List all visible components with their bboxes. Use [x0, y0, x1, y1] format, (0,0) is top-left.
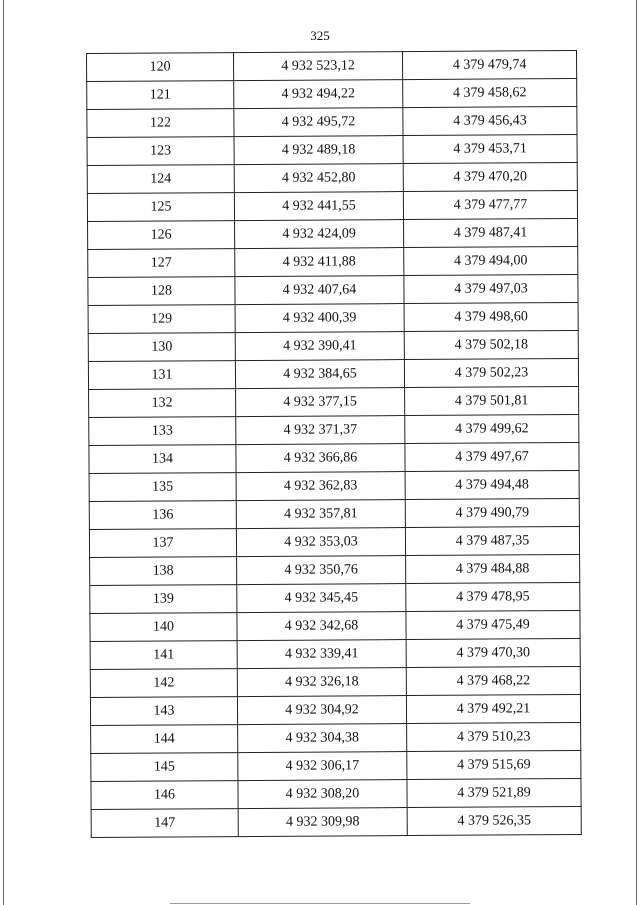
- point-number-cell: 146: [91, 781, 238, 810]
- x-coordinate-cell: 4 932 494,22: [234, 80, 403, 109]
- point-number-cell: 125: [87, 193, 234, 222]
- x-coordinate-cell: 4 932 523,12: [234, 52, 403, 81]
- x-coordinate-cell: 4 932 384,65: [235, 360, 404, 389]
- x-coordinate-cell: 4 932 350,76: [237, 556, 406, 585]
- table-row: [90, 610, 580, 641]
- page-border-right: [636, 0, 637, 905]
- point-number-cell: 144: [91, 725, 238, 754]
- table-row: [87, 107, 577, 138]
- table-row: [88, 247, 578, 278]
- coordinates-table-body: [87, 51, 582, 838]
- y-coordinate-cell: 4 379 484,88: [406, 554, 580, 583]
- point-number-cell: 121: [87, 81, 234, 110]
- point-number-cell: 130: [88, 333, 235, 362]
- table-row: [91, 778, 581, 809]
- y-coordinate-cell: 4 379 458,62: [403, 79, 577, 108]
- x-coordinate-cell: 4 932 342,68: [237, 612, 406, 641]
- y-coordinate-cell: 4 379 492,21: [406, 694, 580, 723]
- page-border-left: [3, 0, 4, 905]
- table-row: [87, 79, 577, 110]
- point-number-cell: 147: [91, 809, 238, 838]
- table-row: [89, 414, 579, 445]
- x-coordinate-cell: 4 932 304,92: [237, 696, 406, 725]
- point-number-cell: 135: [89, 473, 236, 502]
- table-row: [88, 330, 578, 361]
- y-coordinate-cell: 4 379 470,20: [403, 163, 577, 192]
- point-number-cell: 140: [90, 613, 237, 642]
- table-row: [88, 302, 578, 333]
- point-number-cell: 139: [90, 585, 237, 614]
- y-coordinate-cell: 4 379 497,03: [404, 274, 578, 303]
- x-coordinate-cell: 4 932 452,80: [234, 164, 403, 193]
- y-coordinate-cell: 4 379 487,35: [405, 526, 579, 555]
- point-number-cell: 129: [88, 305, 235, 334]
- point-number-cell: 132: [89, 389, 236, 418]
- y-coordinate-cell: 4 379 487,41: [404, 219, 578, 248]
- table-row: [87, 191, 577, 222]
- point-number-cell: 133: [89, 417, 236, 446]
- table-row: [90, 554, 580, 585]
- point-number-cell: 138: [90, 557, 237, 586]
- y-coordinate-cell: 4 379 453,71: [403, 135, 577, 164]
- table-row: [89, 526, 579, 557]
- y-coordinate-cell: 4 379 497,67: [405, 442, 579, 471]
- point-number-cell: 141: [90, 641, 237, 670]
- y-coordinate-cell: 4 379 502,23: [404, 358, 578, 387]
- x-coordinate-cell: 4 932 366,86: [236, 444, 405, 473]
- table-row: [89, 442, 579, 473]
- page-number: 325: [310, 28, 330, 43]
- table-row: [87, 51, 577, 82]
- point-number-cell: 137: [89, 529, 236, 558]
- y-coordinate-cell: 4 379 498,60: [404, 302, 578, 331]
- y-coordinate-cell: 4 379 521,89: [407, 778, 581, 807]
- x-coordinate-cell: 4 932 339,41: [237, 640, 406, 669]
- x-coordinate-cell: 4 932 407,64: [235, 276, 404, 305]
- point-number-cell: 126: [88, 221, 235, 250]
- y-coordinate-cell: 4 379 490,79: [405, 498, 579, 527]
- table-row: [90, 666, 580, 697]
- x-coordinate-cell: 4 932 489,18: [234, 136, 403, 165]
- y-coordinate-cell: 4 379 501,81: [405, 386, 579, 415]
- table-row: [90, 694, 580, 725]
- table-row: [91, 806, 581, 837]
- point-number-cell: 123: [87, 137, 234, 166]
- point-number-cell: 131: [88, 361, 235, 390]
- table-row: [90, 638, 580, 669]
- table-row: [87, 135, 577, 166]
- table-row: [88, 274, 578, 305]
- x-coordinate-cell: 4 932 390,41: [235, 332, 404, 361]
- y-coordinate-cell: 4 379 502,18: [404, 330, 578, 359]
- point-number-cell: 120: [87, 53, 234, 82]
- table-row: [87, 163, 577, 194]
- x-coordinate-cell: 4 932 345,45: [237, 584, 406, 613]
- x-coordinate-cell: 4 932 309,98: [238, 808, 407, 837]
- table-row: [91, 722, 581, 753]
- x-coordinate-cell: 4 932 326,18: [237, 668, 406, 697]
- x-coordinate-cell: 4 932 495,72: [234, 108, 403, 137]
- point-number-cell: 134: [89, 445, 236, 474]
- y-coordinate-cell: 4 379 510,23: [407, 722, 581, 751]
- y-coordinate-cell: 4 379 479,74: [402, 51, 576, 80]
- y-coordinate-cell: 4 379 468,22: [406, 666, 580, 695]
- table-row: [89, 498, 579, 529]
- y-coordinate-cell: 4 379 478,95: [406, 582, 580, 611]
- table-row: [89, 386, 579, 417]
- point-number-cell: 122: [87, 109, 234, 138]
- x-coordinate-cell: 4 932 424,09: [235, 220, 404, 249]
- point-number-cell: 128: [88, 277, 235, 306]
- point-number-cell: 136: [89, 501, 236, 530]
- x-coordinate-cell: 4 932 353,03: [236, 528, 405, 557]
- x-coordinate-cell: 4 932 362,83: [236, 472, 405, 501]
- x-coordinate-cell: 4 932 304,38: [238, 724, 407, 753]
- table-row: [88, 358, 578, 389]
- page-border-bottom: [170, 903, 470, 904]
- y-coordinate-cell: 4 379 494,00: [404, 247, 578, 276]
- y-coordinate-cell: 4 379 477,77: [403, 191, 577, 220]
- y-coordinate-cell: 4 379 470,30: [406, 638, 580, 667]
- y-coordinate-cell: 4 379 475,49: [406, 610, 580, 639]
- point-number-cell: 143: [90, 697, 237, 726]
- point-number-cell: 142: [90, 669, 237, 698]
- point-number-cell: 145: [91, 753, 238, 782]
- table-row: [89, 470, 579, 501]
- point-number-cell: 127: [88, 249, 235, 278]
- y-coordinate-cell: 4 379 456,43: [403, 107, 577, 136]
- x-coordinate-cell: 4 932 400,39: [235, 304, 404, 333]
- coordinates-table: [86, 50, 582, 838]
- y-coordinate-cell: 4 379 494,48: [405, 470, 579, 499]
- table-row: [88, 219, 578, 250]
- x-coordinate-cell: 4 932 306,17: [238, 752, 407, 781]
- x-coordinate-cell: 4 932 308,20: [238, 780, 407, 809]
- y-coordinate-cell: 4 379 515,69: [407, 750, 581, 779]
- x-coordinate-cell: 4 932 377,15: [236, 388, 405, 417]
- y-coordinate-cell: 4 379 499,62: [405, 414, 579, 443]
- table-row: [91, 750, 581, 781]
- point-number-cell: 124: [87, 165, 234, 194]
- y-coordinate-cell: 4 379 526,35: [407, 806, 581, 835]
- x-coordinate-cell: 4 932 441,55: [234, 192, 403, 221]
- x-coordinate-cell: 4 932 411,88: [235, 248, 404, 277]
- x-coordinate-cell: 4 932 371,37: [236, 416, 405, 445]
- x-coordinate-cell: 4 932 357,81: [236, 500, 405, 529]
- table-row: [90, 582, 580, 613]
